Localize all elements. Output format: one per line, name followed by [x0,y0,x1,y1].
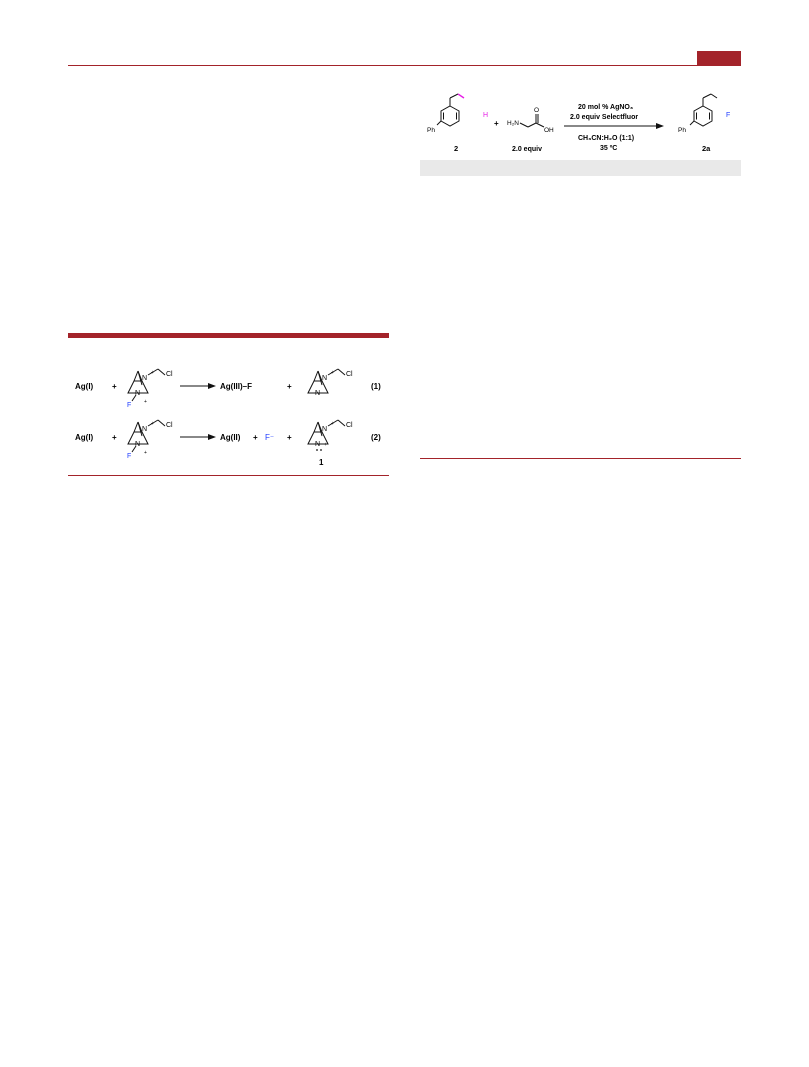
eq2-selectfluor-structure [128,420,165,452]
glycine-o-label: O [534,107,540,114]
eq2-n-top: N [142,426,148,433]
eq2-product-n-bottom-charge: + [324,442,327,448]
eq2-arrow-head [208,434,216,440]
eq1-product-n-bottom: N [315,390,321,397]
table-header-strip [420,160,741,176]
reaction-scheme-fluorination [420,92,742,160]
eq1-fluorine: F [127,402,132,409]
eq2-product-n-top-charge: + [331,421,334,427]
eq1-product-n-top: N [322,375,328,382]
eq1-arrow-head [208,383,216,389]
reaction-arrow-head [656,123,664,129]
eq1-product-n-top-charge: + [331,370,334,376]
header-rule [68,65,741,66]
glycine-equiv-label: 2.0 equiv [512,146,542,153]
eq1-n-top: N [142,375,148,382]
eq1-plus-2: + [287,382,292,391]
scheme-footer-rule [68,475,389,476]
plus-sign: + [494,119,499,128]
eq1-number: (1) [371,382,381,391]
condition-solvent: CH₃CN:H₂O (1:1) [578,135,635,142]
eq1-n-top-charge: + [151,370,154,376]
table-footer-rule [420,458,741,459]
eq2-product-n-top: N [322,426,328,433]
eq2-n-top-charge: + [151,421,154,427]
glycine-nh2-label: H₂N [507,120,519,127]
eq1-n-bottom: N [135,390,141,397]
scheme-header-bar [68,333,389,338]
eq2-product-chlorine: Cl [346,422,353,429]
product-number-label: 2a [702,144,711,153]
eq2-compound-label: 1 [319,458,324,467]
eq1-product-chlorine: Cl [346,371,353,378]
eq2-plus-mid: + [253,433,258,442]
reactant-number-label: 2 [454,144,459,153]
eq2-number: (2) [371,433,381,442]
product-ph-label: Ph [678,127,686,134]
eq1-chlorine: Cl [166,371,173,378]
eq1-silver-reactant: Ag(I) [75,382,94,391]
glycine-oh-label: OH [544,127,554,134]
eq2-product-n-bottom: N [315,441,321,448]
reactant-ph-label: Ph [427,127,435,134]
reactant-h-label: H [483,112,489,119]
reactant-2-structure [437,94,464,126]
eq2-silver-product: Ag(II) [220,433,241,442]
eq1-silver-product: Ag(III)–F [220,382,252,391]
eq2-plus-1: + [112,433,117,442]
product-2a-structure [690,94,717,126]
eq2-chlorine: Cl [166,422,173,429]
eq2-fluoride: F⁻ [265,433,275,442]
eq2-n-bottom: N [135,441,141,448]
condition-temperature: 35 ºC [600,145,618,152]
mechanism-scheme [68,345,390,473]
eq2-plus-2: + [287,433,292,442]
header-page-tab [697,51,741,66]
eq2-n-bottom-charge: + [144,450,147,456]
condition-catalyst: 20 mol % AgNO₃ [578,104,634,111]
eq1-plus-1: + [112,382,117,391]
eq2-fluorine: F [127,453,132,460]
condition-oxidant: 2.0 equiv Selectfluor [570,114,639,121]
eq1-n-bottom-charge: + [144,399,147,405]
product-f-label: F [726,112,731,119]
eq2-silver-reactant: Ag(I) [75,433,94,442]
glycine-structure [520,114,544,127]
eq1-selectfluor-structure [128,369,165,401]
